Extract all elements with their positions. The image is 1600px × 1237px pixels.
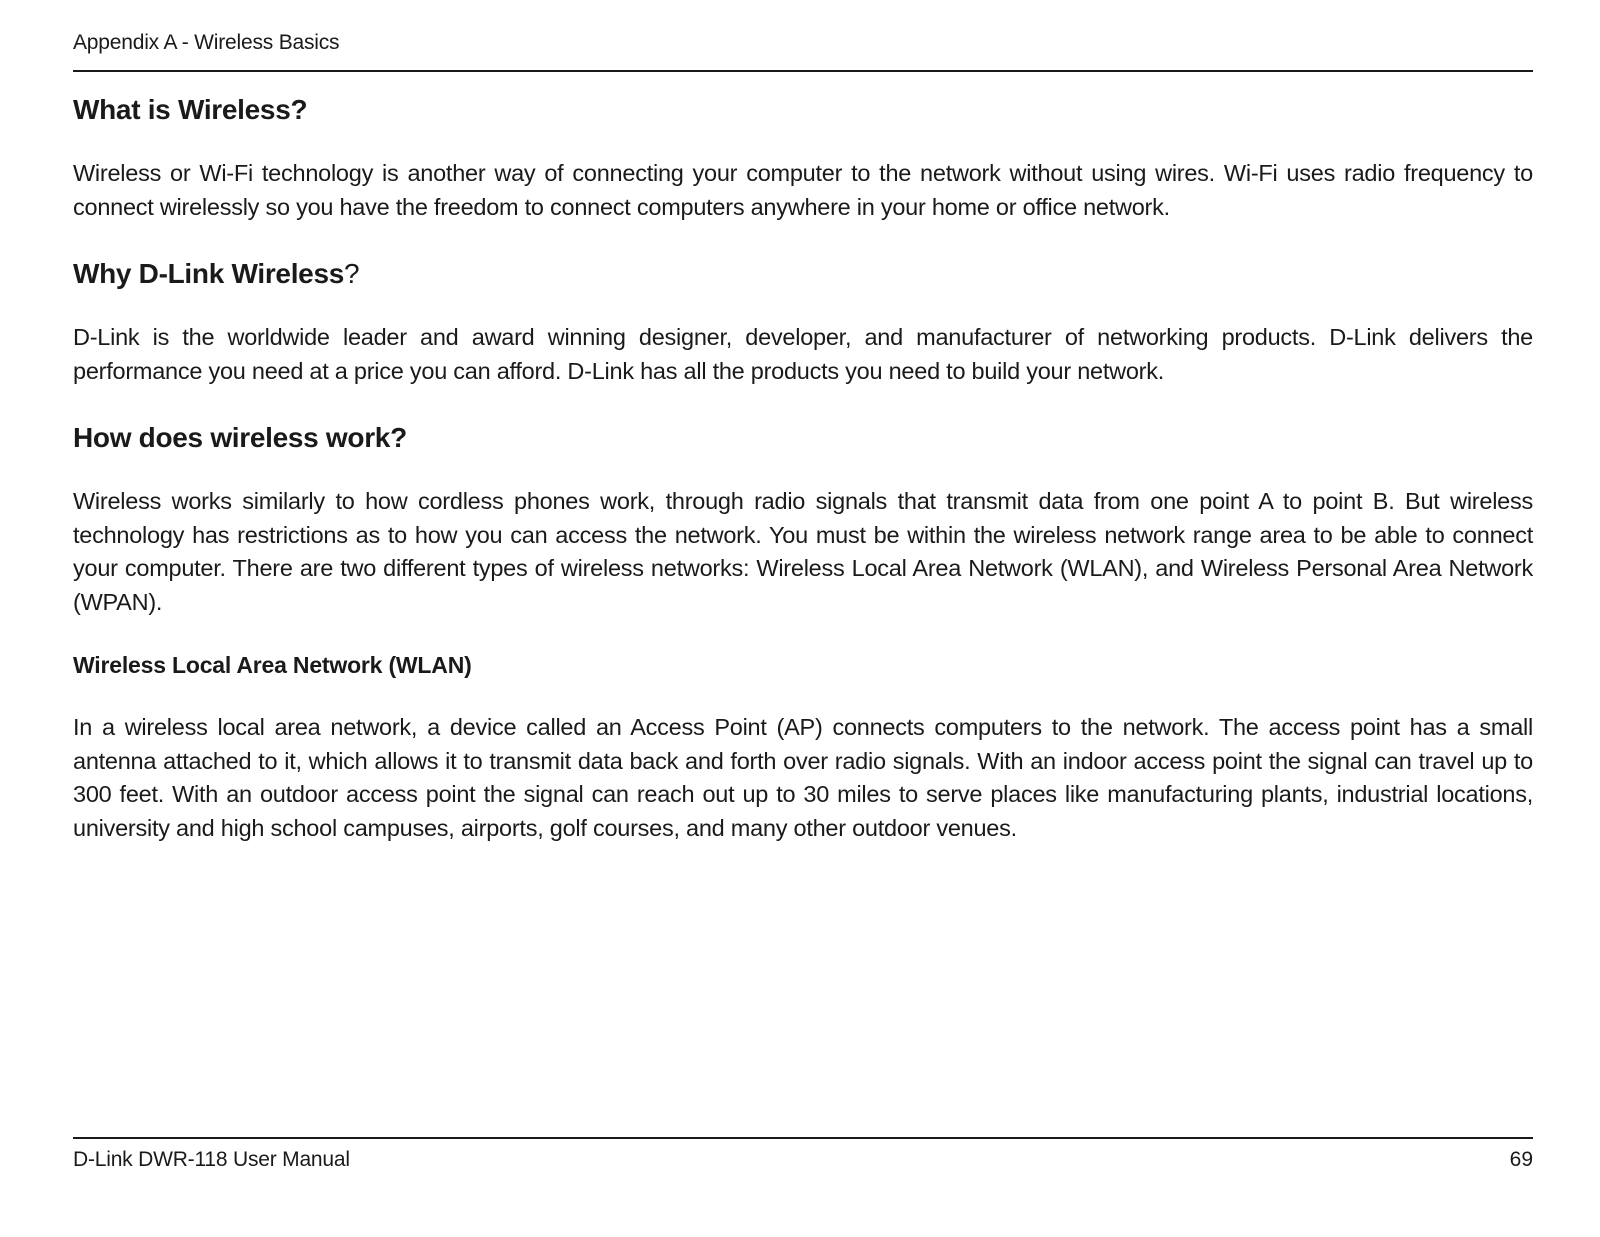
header-divider [73, 70, 1533, 72]
manual-page [73, 0, 1533, 1237]
section-heading-why-dlink-mark: ? [344, 258, 360, 289]
section-body-why-dlink: D-Link is the worldwide leader and award winning designer, developer, and manufacturer of networking products. D-Link delivers the performance you need at a price you can afford. D-Link has all the products you need to build your network. [73, 324, 1533, 384]
page-content [73, 92, 1533, 845]
subsection-body-wlan: In a wireless local area network, a device called an Access Point (AP) connects computers to the network. The access point has a small antenna attached to it, which allows it to transmit data back and forth over radio signals. With an indoor access point the signal can travel up to 300 feet. With an outdoor access point the signal can reach out up to 30 miles to serve places like manufacturing plants, industrial locations, university and high school campuses, airports, golf courses, and many other outdoor venues. [73, 714, 1533, 841]
section-body-how-wireless-works: Wireless works similarly to how cordless phones work, through radio signals that transmit data from one point A to point B. But wireless technology has restrictions as to how you can access the network. You must be within the wireless network range area to be able to connect your computer. There are two different types of wireless networks: Wireless Local Area Network (WLAN), and Wireless Personal Area Network (WPAN). [73, 488, 1533, 615]
running-header: Appendix A - Wireless Basics [73, 31, 340, 54]
footer-divider [73, 1137, 1533, 1139]
section-heading-why-dlink [73, 256, 1533, 292]
page-number: 69 [1509, 1148, 1533, 1171]
subsection-heading-wlan: Wireless Local Area Network (WLAN) [73, 652, 472, 678]
section-body-what-is-wireless: Wireless or Wi-Fi technology is another way of connecting your computer to the network without using wires. Wi-Fi uses radio frequency to connect wirelessly so you have the freedom to connect computers anywhere in your home or office network. [73, 160, 1533, 220]
section-heading-what-is-wireless: What is Wireless? [73, 94, 308, 125]
section-heading-how-wireless-works: How does wireless work? [73, 422, 407, 453]
section-heading-why-dlink-bold: Why D-Link Wireless [73, 258, 344, 289]
footer-manual-title: D-Link DWR-118 User Manual [73, 1148, 350, 1171]
